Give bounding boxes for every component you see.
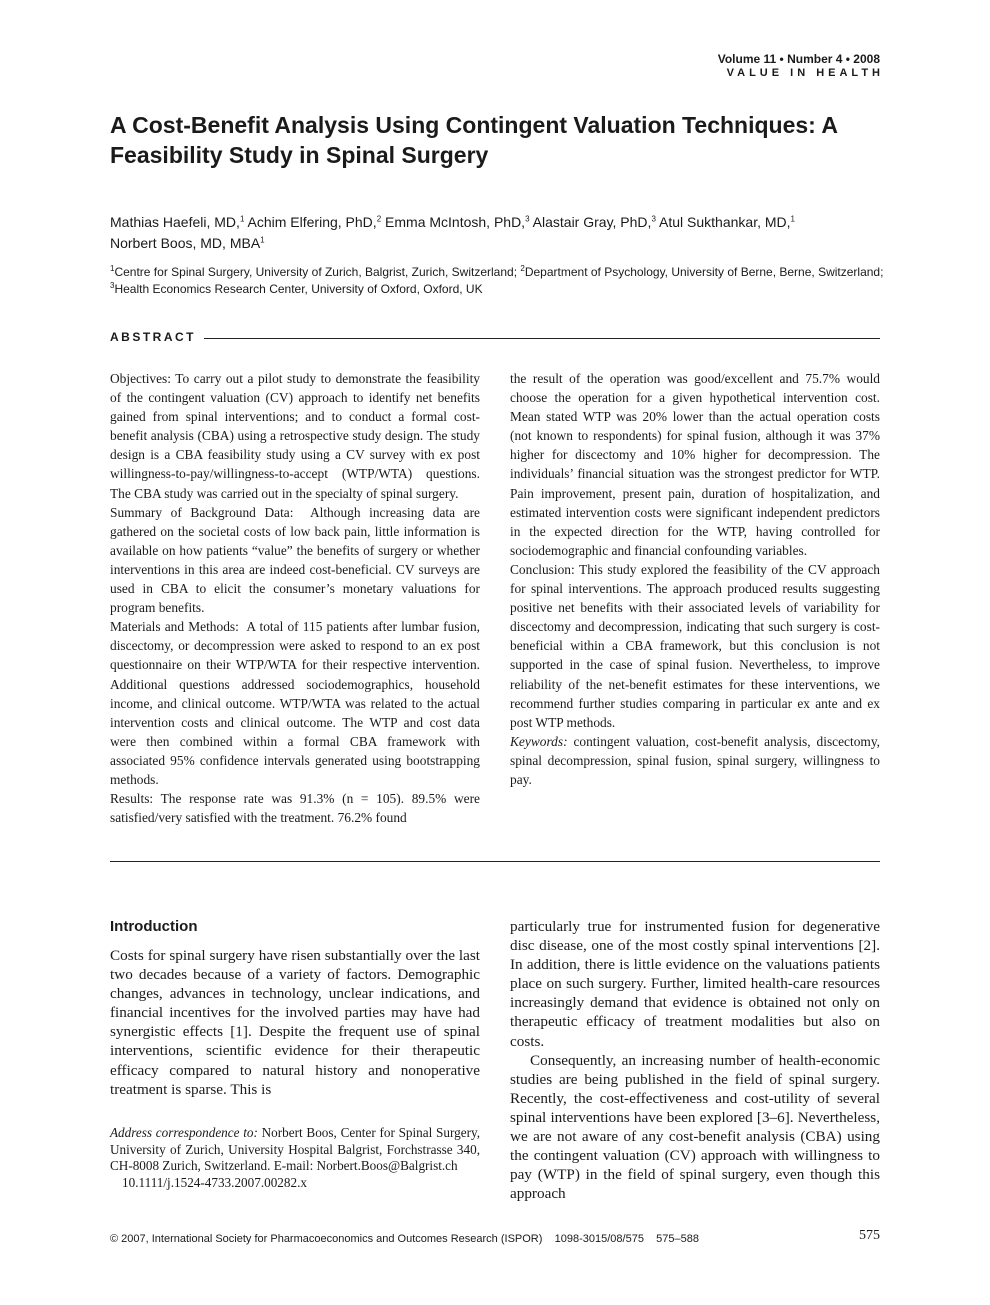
correspondence-note xyxy=(110,1125,480,1191)
intro-paragraph-2: Consequently, an increasing number of health-economic studies are being published in the field of spinal surgery. Recently, the cost-effectiveness and cost-utility of several spinal interventions have been explored [3–6]. Nevertheless, we are not aware of any cost-benefit analysis (CBA) using the contingent valuation (CV) approach with willingness to pay (WTP) in the field of spinal surgery, even though this approach xyxy=(510,1051,880,1203)
author-list xyxy=(110,212,890,254)
abstract-keywords: Keywords: contingent valuation, cost-benefit analysis, discectomy, spinal decompression, spinal fusion, spinal surgery, willingness to pay. xyxy=(510,733,880,787)
author: Emma McIntosh, PhD,$^3$ xyxy=(385,214,530,230)
abstract-column-right xyxy=(510,369,880,789)
body-column-left xyxy=(110,946,480,1099)
doi: 10.1111/j.1524-4733.2007.00282.x xyxy=(122,1174,307,1190)
section-heading-introduction: Introduction xyxy=(110,918,198,935)
affiliations: $^1$Centre for Spinal Surgery, University of Zurich, Balgrist, Zurich, Switzerland; $^2$Department of Psychology, University of Berne, Berne, Switzerland; $^3$Health Economics Research Center, University of Oxford, Oxford, UK xyxy=(110,264,884,296)
author: Atul Sukthankar, MD,$^1$ xyxy=(659,214,795,230)
body-column-right xyxy=(510,917,880,1203)
author: Achim Elfering, PhD,$^2$ xyxy=(247,214,382,230)
correspondence-address: Norbert Boos, Center for Spinal Surgery, University of Zurich, University Hospital Balgrist, Forchstrasse 340, CH-8008 Zurich, Switzerland. E-mail: Norbert.Boos@Balgrist.ch xyxy=(110,1125,480,1174)
abstract-rule xyxy=(204,338,880,339)
abstract-methods: Materials and Methods: A total of 115 patients after lumbar fusion, discectomy, or decompression were asked to respond to an ex post questionnaire on their WTP/WTA for their respective intervention. Additional questions addressed sociodemographics, household income, and clinical outcome. WTP/WTA was related to the actual intervention costs and clinical outcome. The WTP and cost data were then combined within a formal CBA framework with associated 95% confidence intervals generated using bootstrapping methods. xyxy=(110,619,480,787)
abstract-column-left xyxy=(110,369,480,827)
copyright-line: © 2007, International Society for Pharmacoeconomics and Outcomes Research (ISPOR) 1098-3015/08/575 575–588 xyxy=(110,1233,699,1245)
running-head xyxy=(717,52,884,80)
intro-paragraph-1-continued: particularly true for instrumented fusion for degenerative disc disease, one of the most costly spinal interventions [2]. In addition, there is little evidence on the valuations patients place on such surgery. Further, limited health-care resources increasingly demand that evidence is obtained not only on therapeutic efficacy of treatment modalities but also on costs. xyxy=(510,918,880,1050)
abstract-results: Results: The response rate was 91.3% (n = 105). 89.5% were satisfied/very satisfied with the treatment. 76.2% found xyxy=(110,791,481,826)
article-title: A Cost-Benefit Analysis Using Contingent Valuation Techniques: A Feasibility Study in Spinal Surgery xyxy=(110,112,838,168)
abstract-heading: ABSTRACT xyxy=(110,330,196,344)
page-footer xyxy=(110,1228,880,1246)
author: Alastair Gray, PhD,$^3$ xyxy=(532,214,656,230)
abstract-bottom-rule xyxy=(110,861,880,862)
journal-issue: Volume 11 • Number 4 • 2008 xyxy=(717,52,880,66)
page-number: 575 xyxy=(859,1228,880,1243)
intro-paragraph-1: Costs for spinal surgery have risen substantially over the last two decades because of a variety of factors. Demographic changes, advances in technology, unclear indications, and financial incentives for the involved parties may have had synergistic effects [1]. Despite the frequent use of spinal interventions, scientific evidence for their therapeutic efficacy compared to natural history and nonoperative treatment is sparse. This is xyxy=(110,947,480,1098)
correspondence-label: Address correspondence to: xyxy=(110,1125,258,1140)
abstract-conclusion: Conclusion: This study explored the feasibility of the CV approach for spinal interventions. The approach produced results suggesting positive net benefits with their associated levels of variability for discectomy and decompression, indicating that such surgery is cost-beneficial within a CBA framework, but this conclusion is not supported in the case of spinal fusion. Nevertheless, to improve reliability of the net-benefit estimates for these interventions, we recommend further studies comparing in particular ex ante and ex post WTP methods. xyxy=(510,561,880,730)
abstract-background: Summary of Background Data: Although increasing data are gathered on the societal costs of low back pain, little information is available on how patients “value” the benefits of surgery or whether interventions in this area are indeed cost-beneficial. CV surveys are used in CBA to elicit the consumer’s monetary valuations for program benefits. xyxy=(110,504,480,616)
journal-name: VALUE IN HEALTH xyxy=(726,67,884,79)
author: Norbert Boos, MD, MBA$^1$ xyxy=(110,235,265,251)
abstract-header xyxy=(110,330,880,344)
abstract-objectives: Objectives: To carry out a pilot study to demonstrate the feasibility of the contingent valuation (CV) approach to identify net benefits gained from spinal interventions; and to conduct a formal cost-benefit analysis (CBA) using a retrospective study design. The study design is a CBA feasibility study using a CV survey with ex post willingness-to-pay/willingness-to-accept (WTP/WTA) questions. The CBA study was carried out in the specialty of spinal surgery. xyxy=(110,371,480,501)
author: Mathias Haefeli, MD,$^1$ xyxy=(110,214,245,230)
abstract-results-continued: the result of the operation was good/excellent and 75.7% would choose the operation for a given hypothetical intervention cost. Mean stated WTP was 20% lower than the actual operation costs (not known to respondents) for spinal fusion, although it was 37% higher for discectomy and 10% higher for decompression. The individuals’ financial situation was the strongest predictor for WTP. Pain improvement, present pain, duration of hospitalization, and estimated intervention costs were significant independent predictors in the expected direction for the WTP, having controlled for sociodemographic and financial confounding variables. xyxy=(510,371,880,558)
